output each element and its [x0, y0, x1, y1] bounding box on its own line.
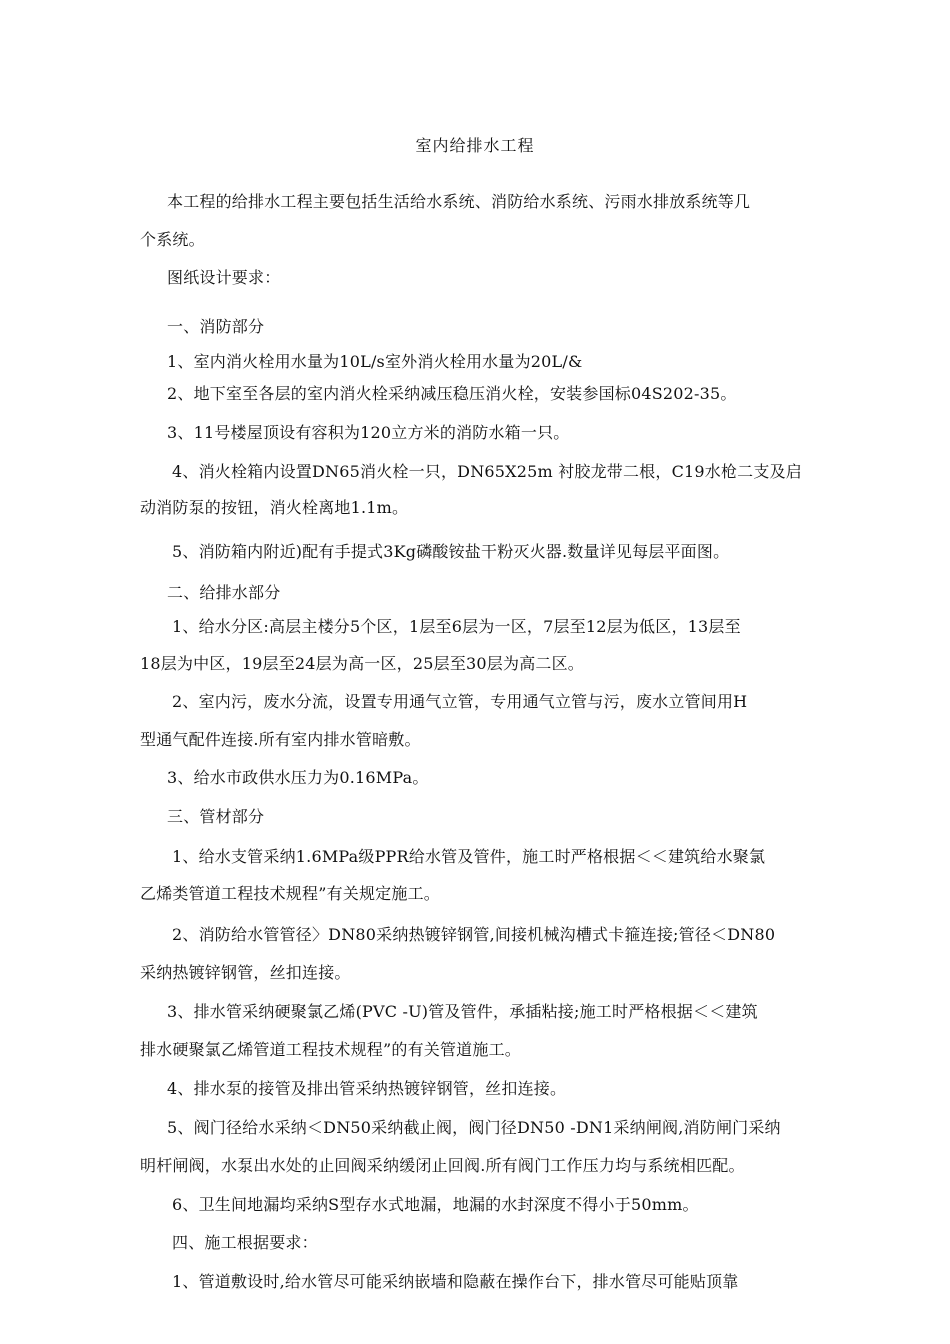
paragraph-line: 采纳热镀锌钢管，丝扣连接。	[140, 963, 351, 982]
paragraph-line: 动消防泵的按钮，消火栓离地1.1m。	[140, 498, 409, 517]
paragraph-line: 2、消防给水管管径〉DN80采纳热镀锌钢管,间接机械沟槽式卡箍连接;管径＜DN80	[172, 925, 776, 944]
section-heading: 三、管材部分	[167, 807, 265, 826]
paragraph-line: 3、11号楼屋顶设有容积为120立方米的消防水箱一只。	[167, 423, 570, 442]
paragraph-line: 2、地下室至各层的室内消火栓采纳减压稳压消火栓，安装参国标04S202-35。	[167, 384, 737, 403]
paragraph-line: 个系统。	[140, 230, 205, 249]
paragraph-line: 排水硬聚氯乙烯管道工程技术规程”的有关管道施工。	[140, 1040, 521, 1059]
paragraph-line: 3、给水市政供水压力为0.16MPa。	[167, 768, 429, 787]
paragraph-line: 4、排水泵的接管及排出管采纳热镀锌钢管，丝扣连接。	[167, 1079, 567, 1098]
paragraph-line: 2、室内污，废水分流，设置专用通气立管，专用通气立管与污，废水立管间用H	[172, 692, 748, 711]
paragraph-line: 5、阀门径给水采纳＜DN50采纳截止阀，阀门径DN50 -DN1采纳闸阀,消防闸门采纳	[167, 1118, 781, 1137]
section-heading: 一、消防部分	[167, 317, 265, 336]
paragraph-line: 1、给水支管采纳1.6MPa级PPR给水管及管件，施工时严格根据＜＜建筑给水聚氯	[172, 847, 766, 866]
paragraph-line: 明杆闸阀，水泵出水处的止回阀采纳缓闭止回阀.所有阀门工作压力均与系统相匹配。	[140, 1156, 745, 1175]
paragraph-line: 5、消防箱内附近)配有手提式3Kg磷酸铵盐干粉灭火器.数量详见每层平面图。	[172, 542, 730, 561]
paragraph-line: 1、室内消火栓用水量为10L/s室外消火栓用水量为20L/&	[167, 352, 583, 371]
section-heading: 二、给排水部分	[167, 583, 281, 602]
paragraph-line: 6、卫生间地漏均采纳S型存水式地漏，地漏的水封深度不得小于50mm。	[172, 1195, 699, 1214]
page-title: 室内给排水工程	[415, 136, 535, 155]
paragraph-line: 1、管道敷设时,给水管尽可能采纳嵌墙和隐蔽在操作台下，排水管尽可能贴顶靠	[172, 1272, 739, 1291]
paragraph-line: 18层为中区，19层至24层为高一区，25层至30层为高二区。	[140, 654, 584, 673]
paragraph-line: 3、排水管采纳硬聚氯乙烯(PVC -U)管及管件，承插粘接;施工时严格根据＜＜建筑	[167, 1002, 758, 1021]
paragraph-line: 本工程的给排水工程主要包括生活给水系统、消防给水系统、污雨水排放系统等几	[167, 192, 751, 211]
paragraph-line: 1、给水分区:高层主楼分5个区，1层至6层为一区，7层至12层为低区，13层至	[172, 617, 741, 636]
section-heading: 四、施工根据要求：	[172, 1233, 318, 1252]
paragraph-line: 乙烯类管道工程技术规程”有关规定施工。	[140, 884, 440, 903]
paragraph-line: 图纸设计要求：	[167, 268, 281, 287]
paragraph-line: 4、消火栓箱内设置DN65消火栓一只，DN65X25m 衬胶龙带二根，C19水枪二支及启	[172, 462, 802, 481]
paragraph-line: 型通气配件连接.所有室内排水管暗敷。	[140, 730, 421, 749]
